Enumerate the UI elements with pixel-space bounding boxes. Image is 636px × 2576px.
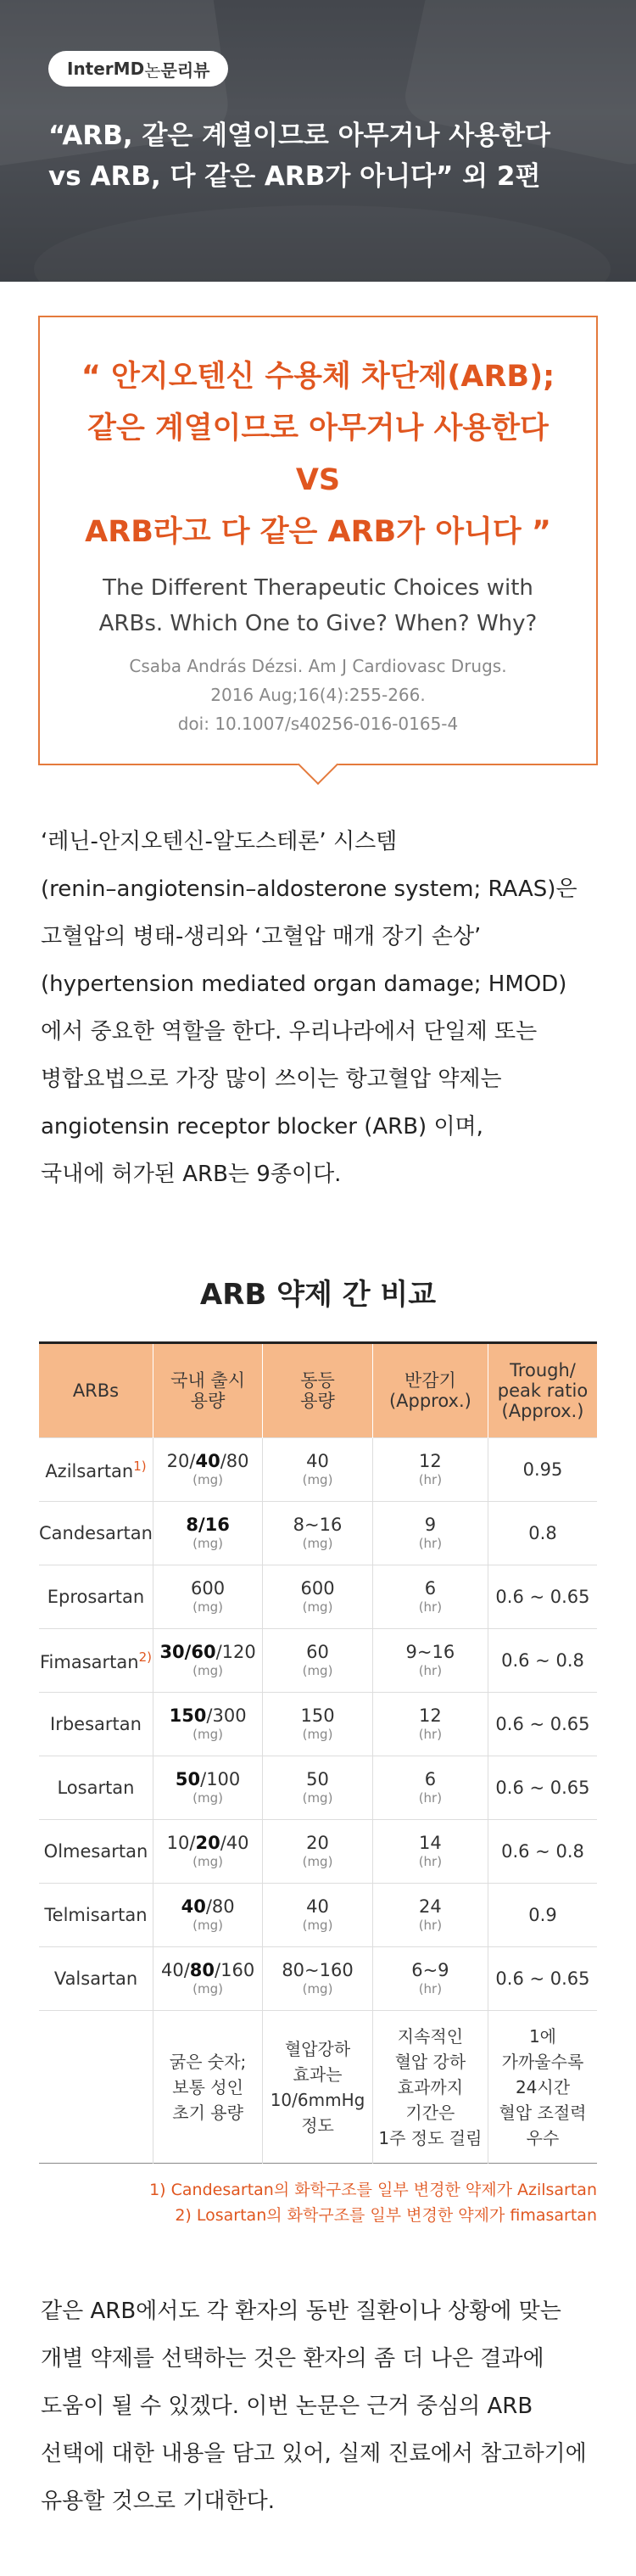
unit-label: (mg) (192, 1727, 224, 1742)
note-cell-tp (488, 2011, 597, 2164)
note-line: 1주 정도 걸림 (378, 2127, 483, 2148)
half-life-value: 6 (424, 1769, 437, 1789)
cell-half-life (372, 1565, 488, 1629)
table-row (39, 1502, 597, 1565)
paper-english-title (65, 570, 571, 641)
unit-label: (mg) (302, 1599, 333, 1615)
unit-label: (hr) (418, 1536, 443, 1551)
unit-label: (mg) (192, 1472, 224, 1487)
table-header-row (39, 1343, 597, 1438)
table-row (39, 1438, 597, 1502)
note-cell-dose (153, 2011, 262, 2164)
cell-equivalent-dose (263, 1947, 373, 2011)
note-line: 정도 (301, 2114, 334, 2136)
unit-label: (mg) (302, 1727, 333, 1742)
cell-arb-name (39, 1565, 153, 1629)
paragraph-line: 선택에 대한 내용을 담고 있어, 실제 진료에서 참고하기에 (41, 2441, 587, 2467)
header-banner (0, 0, 636, 282)
equivalent-dose-value: 20 (306, 1833, 329, 1853)
arb-name: Valsartan (53, 1968, 138, 1989)
unit-label: (hr) (418, 1727, 443, 1742)
note-cell-half (372, 2011, 488, 2164)
half-life-value: 14 (419, 1833, 442, 1853)
cell-dose (153, 1884, 262, 1947)
paragraph-line: 도움이 될 수 있겠다. 이번 논문은 근거 중심의 ARB (41, 2394, 533, 2419)
paragraph-line: angiotensin receptor blocker (ARB) 이며, (41, 1114, 483, 1140)
intro-paragraph (41, 818, 595, 1198)
cell-dose (153, 1820, 262, 1884)
trough-peak-value: 0.6 ~ 0.65 (495, 1714, 590, 1734)
cell-arb-name (39, 1884, 153, 1947)
cell-half-life (372, 1438, 488, 1502)
dose-value: 50/100 (175, 1769, 241, 1789)
cell-half-life (372, 1693, 488, 1756)
trough-peak-value: 0.6 ~ 0.65 (495, 1968, 590, 1989)
note-line: 혈압 강하 (394, 2051, 466, 2072)
cell-arb-name (39, 1693, 153, 1756)
unit-label: (mg) (192, 1663, 224, 1678)
arb-comparison-table (39, 1341, 597, 2164)
footnote-marker: 1) (133, 1458, 147, 1474)
quote-box-tail (298, 744, 338, 785)
citation-line: doi: 10.1007/s40256-016-0165-4 (177, 714, 459, 734)
paragraph-line: ‘레닌-안지오텐신-알도스테론’ 시스템 (41, 829, 398, 854)
cell-arb-name (39, 1629, 153, 1693)
cell-arb-name (39, 1947, 153, 2011)
unit-label: (mg) (192, 1918, 224, 1933)
cell-dose (153, 1756, 262, 1820)
paragraph-line: (hypertension mediated organ damage; HMOD) (41, 972, 567, 997)
cell-equivalent-dose (263, 1756, 373, 1820)
badge-brand: InterMD (67, 59, 145, 79)
note-line: 지속적인 (397, 2025, 464, 2047)
unit-label: (mg) (192, 1790, 224, 1806)
cell-trough-peak (488, 1502, 597, 1565)
cell-half-life (372, 1629, 488, 1693)
cell-dose (153, 1947, 262, 2011)
dose-value: 40/80 (181, 1896, 235, 1917)
note-line: 혈압 조절력 (499, 2102, 587, 2123)
paragraph-line: (renin–angiotensin–aldosterone system; RAAS)은 (41, 876, 577, 902)
equivalent-dose-value: 80~160 (282, 1960, 354, 1980)
english-title-line: ARBs. Which One to Give? When? Why? (98, 611, 538, 636)
cell-dose (153, 1438, 262, 1502)
cell-equivalent-dose (263, 1629, 373, 1693)
cell-arb-name (39, 1502, 153, 1565)
unit-label: (hr) (418, 1981, 443, 1996)
cell-equivalent-dose (263, 1820, 373, 1884)
cell-trough-peak (488, 1756, 597, 1820)
note-line: 혈압강하 (284, 2038, 351, 2059)
unit-label: (hr) (418, 1599, 443, 1615)
unit-label: (mg) (192, 1599, 224, 1615)
cell-half-life (372, 1756, 488, 1820)
cell-half-life (372, 1820, 488, 1884)
table-row (39, 1565, 597, 1629)
unit-label: (hr) (418, 1854, 443, 1869)
half-life-value: 24 (419, 1896, 442, 1917)
table-row (39, 1884, 597, 1947)
table-row (39, 1820, 597, 1884)
dose-value: 30/60/120 (159, 1642, 256, 1662)
note-line: 1에 (528, 2025, 556, 2047)
equivalent-dose-value: 50 (306, 1769, 329, 1789)
cell-equivalent-dose (263, 1884, 373, 1947)
cell-equivalent-dose (263, 1693, 373, 1756)
paragraph-line: 병합요법으로 가장 많이 쓰이는 항고혈압 약제는 (41, 1067, 502, 1092)
paragraph-line: 에서 중요한 역할을 한다. 우리나라에서 단일제 또는 (41, 1019, 538, 1044)
cell-trough-peak (488, 1629, 597, 1693)
cell-dose (153, 1629, 262, 1693)
cell-arb-name (39, 1820, 153, 1884)
table-title: ARB 약제 간 비교 (199, 1278, 437, 1312)
badge-text-thin: 논 (144, 59, 161, 81)
dose-value: 40/80/160 (160, 1960, 255, 1980)
table-footnotes (39, 2177, 597, 2228)
cell-dose (153, 1565, 262, 1629)
unit-label: (mg) (302, 1918, 333, 1933)
arb-name: Irbesartan (50, 1714, 142, 1734)
cell-half-life (372, 1947, 488, 2011)
equivalent-dose-value: 40 (306, 1451, 329, 1471)
cell-trough-peak (488, 1565, 597, 1629)
cell-arb-name (39, 1438, 153, 1502)
cell-trough-peak (488, 1438, 597, 1502)
unit-label: (hr) (418, 1472, 443, 1487)
table-notes-row (39, 2011, 597, 2164)
cell-trough-peak (488, 1947, 597, 2011)
note-line: 효과는 (293, 2064, 343, 2085)
unit-label: (mg) (302, 1854, 333, 1869)
paper-citation (65, 652, 571, 738)
note-line: 보통 성인 (172, 2076, 243, 2097)
badge-text-bold: 문리뷰 (160, 59, 210, 81)
cell-equivalent-dose (263, 1502, 373, 1565)
unit-label: (mg) (302, 1472, 333, 1487)
arb-name: Azilsartan (45, 1460, 134, 1481)
trough-peak-value: 0.6 ~ 0.8 (501, 1650, 584, 1671)
paragraph-line: 고혈압의 병태-생리와 ‘고혈압 매개 장기 손상’ (41, 924, 482, 949)
cell-trough-peak (488, 1820, 597, 1884)
half-life-value: 6 (424, 1578, 437, 1599)
note-line: 굵은 숫자; (169, 2051, 247, 2072)
quote-box-frame (38, 316, 598, 765)
dose-value: 8/16 (186, 1515, 230, 1535)
banner-title-line: “ARB, 같은 계열이므로 아무거나 사용한다 (48, 120, 551, 151)
cell-half-life (372, 1502, 488, 1565)
note-line: 24시간 (515, 2076, 571, 2097)
half-life-value: 12 (419, 1705, 442, 1726)
cell-dose (153, 1693, 262, 1756)
unit-label: (mg) (302, 1663, 333, 1678)
header-trough-peak: Trough/ peak ratio (Approx.) (488, 1343, 597, 1438)
equivalent-dose-value: 150 (300, 1705, 335, 1726)
header-dose: 국내 출시 용량 (153, 1343, 262, 1438)
arb-name: Eprosartan (47, 1587, 145, 1607)
note-line: 가까울수록 (501, 2051, 584, 2072)
equivalent-dose-value: 40 (306, 1896, 329, 1917)
note-line: 효과까지 (397, 2076, 464, 2097)
half-life-value: 6~9 (411, 1960, 449, 1980)
unit-label: (mg) (192, 1981, 224, 1996)
table-row (39, 1693, 597, 1756)
table-row (39, 1629, 597, 1693)
category-badge (48, 51, 228, 87)
paragraph-line: 같은 ARB에서도 각 환자의 동반 질환이나 상황에 맞는 (41, 2299, 561, 2324)
citation-line: Csaba András Dézsi. Am J Cardiovasc Drugs. (129, 656, 507, 676)
banner-title (48, 115, 608, 197)
unit-label: (mg) (302, 1981, 333, 1996)
note-cell-equi (263, 2011, 373, 2164)
unit-label: (mg) (192, 1854, 224, 1869)
paper-quote-box (38, 316, 598, 765)
header-equivalent-dose: 동등 용량 (263, 1343, 373, 1438)
bottom-spacer (0, 2525, 636, 2576)
table-row (39, 1756, 597, 1820)
footnote-marker: 2) (138, 1649, 152, 1665)
dose-value: 10/20/40 (166, 1833, 249, 1853)
paragraph-line: 유용할 것으로 기대한다. (41, 2489, 275, 2514)
note-line: 10/6mmHg (270, 2089, 365, 2110)
dose-value: 600 (191, 1578, 226, 1599)
english-title-line: The Different Therapeutic Choices with (103, 575, 533, 601)
trough-peak-value: 0.8 (528, 1523, 557, 1543)
note-line: 우수 (526, 2127, 560, 2148)
cell-equivalent-dose (263, 1565, 373, 1629)
trough-peak-value: 0.95 (522, 1459, 563, 1480)
equivalent-dose-value: 60 (306, 1642, 329, 1662)
quote-title-line: 같은 계열이므로 아무거나 사용한다 (87, 412, 549, 445)
table-row (39, 1947, 597, 2011)
arb-name: Olmesartan (43, 1841, 148, 1862)
equivalent-dose-value: 8~16 (293, 1515, 343, 1535)
closing-paragraph (41, 2288, 595, 2525)
cell-half-life (372, 1884, 488, 1947)
banner-title-line: vs ARB, 다 같은 ARB가 아니다” 외 2편 (48, 161, 541, 192)
note-line: 초기 용량 (172, 2102, 243, 2123)
trough-peak-value: 0.6 ~ 0.65 (495, 1587, 590, 1607)
dose-value: 150/300 (169, 1705, 247, 1726)
arb-name: Losartan (57, 1778, 135, 1798)
dose-value: 20/40/80 (166, 1451, 249, 1471)
note-line: 기간은 (405, 2102, 455, 2123)
half-life-value: 9~16 (405, 1642, 455, 1662)
unit-label: (mg) (302, 1536, 333, 1551)
quote-title-line: ARB라고 다 같은 ARB가 아니다 ” (85, 515, 551, 549)
footnote: 2) Losartan의 화학구조를 일부 변경한 약제가 fimasartan (175, 2206, 597, 2225)
unit-label: (hr) (418, 1663, 443, 1678)
trough-peak-value: 0.6 ~ 0.8 (501, 1841, 584, 1862)
arb-name: Telmisartan (44, 1905, 148, 1925)
arb-name: Fimasartan (39, 1651, 139, 1672)
arb-name: Candesartan (39, 1523, 153, 1543)
cell-dose (153, 1502, 262, 1565)
quote-title-line: “ 안지오텐신 수용체 차단제(ARB); (81, 360, 555, 394)
paragraph-line: 개별 약제를 선택하는 것은 환자의 좀 더 나은 결과에 (41, 2346, 544, 2372)
quote-title-line: VS (295, 463, 341, 497)
header-arbs: ARBs (39, 1343, 153, 1438)
header-half-life: 반감기 (Approx.) (372, 1343, 488, 1438)
unit-label: (mg) (192, 1536, 224, 1551)
trough-peak-value: 0.6 ~ 0.65 (495, 1778, 590, 1798)
cell-trough-peak (488, 1884, 597, 1947)
citation-line: 2016 Aug;16(4):255-266. (210, 685, 426, 705)
trough-peak-value: 0.9 (528, 1905, 557, 1925)
half-life-value: 9 (424, 1515, 437, 1535)
cell-trough-peak (488, 1693, 597, 1756)
unit-label: (hr) (418, 1790, 443, 1806)
footnote: 1) Candesartan의 화학구조를 일부 변경한 약제가 Azilsartan (149, 2181, 597, 2199)
cell-arb-name (39, 1756, 153, 1820)
note-cell-empty (39, 2011, 153, 2164)
equivalent-dose-value: 600 (300, 1578, 335, 1599)
cell-equivalent-dose (263, 1438, 373, 1502)
half-life-value: 12 (419, 1451, 442, 1471)
unit-label: (mg) (302, 1790, 333, 1806)
unit-label: (hr) (418, 1918, 443, 1933)
paragraph-line: 국내에 허가된 ARB는 9종이다. (41, 1162, 342, 1187)
